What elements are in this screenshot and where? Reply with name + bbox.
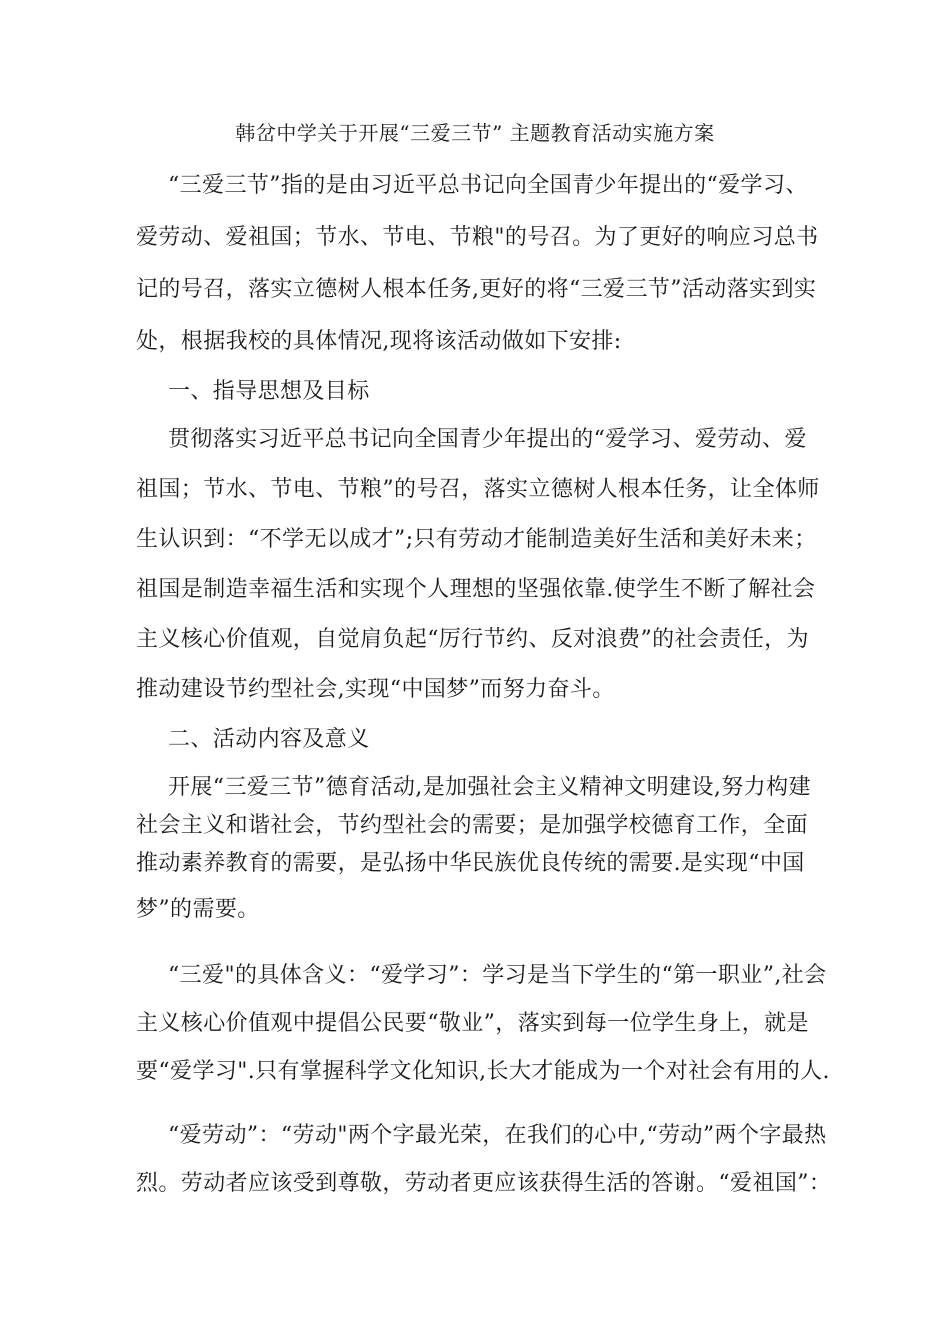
paragraph-line: 推动建设节约型社会,实现“中国梦”而努力奋斗。 xyxy=(136,677,615,702)
section-heading: 二、活动内容及意义 xyxy=(168,727,370,752)
paragraph-line: 开展“三爱三节”德育活动,是加强社会主义精神文明建设,努力构建 xyxy=(168,775,811,800)
paragraph-line: 祖国是制造幸福生活和实现个人理想的坚强依靠.使学生不断了解社会 xyxy=(136,577,816,602)
paragraph-line: “爱劳动”：“劳动"两个字最光荣，在我们的心中,“劳动”两个字最热 xyxy=(168,1123,827,1148)
paragraph-line: 要“爱学习".只有掌握科学文化知识,长大才能成为一个对社会有用的人. xyxy=(136,1059,830,1084)
paragraph-line: “三爱三节”指的是由习近平总书记向全国青少年提出的“爱学习、 xyxy=(168,173,808,198)
paragraph-line: 处，根据我校的具体情况,现将该活动做如下安排: xyxy=(136,329,622,354)
paragraph-line: 记的号召，落实立德树人根本任务,更好的将“三爱三节”活动落实到实 xyxy=(136,277,817,302)
paragraph-line: 烈。劳动者应该受到尊敬，劳动者更应该获得生活的答谢。“爱祖国”： xyxy=(136,1171,832,1196)
paragraph-line: 主义核心价值观中提倡公民要“敬业”，落实到每一位学生身上，就是 xyxy=(136,1011,809,1036)
paragraph-line: 主义核心价值观，自觉肩负起“厉行节约、反对浪费”的社会责任，为 xyxy=(136,627,809,652)
paragraph-line: 祖国；节水、节电、节粮”的号召，落实立德树人根本任务，让全体师 xyxy=(136,477,820,502)
paragraph-line: 贯彻落实习近平总书记向全国青少年提出的“爱学习、爱劳动、爱 xyxy=(168,427,807,452)
paragraph-line: 爱劳动、爱祖国；节水、节电、节粮"的号召。为了更好的响应习总书 xyxy=(136,225,819,250)
paragraph-line: 生认识到：“不学无以成才”;只有劳动才能制造美好生活和美好未来； xyxy=(136,527,817,552)
section-heading: 一、指导思想及目标 xyxy=(168,379,370,404)
paragraph-line: “三爱"的具体含义：“爱学习”：学习是当下学生的“第一职业”,社会 xyxy=(168,963,827,988)
paragraph-line: 社会主义和谐社会，节约型社会的需要；是加强学校德育工作，全面 xyxy=(136,813,809,838)
paragraph-line: 梦”的需要。 xyxy=(136,897,260,922)
document-title: 韩岔中学关于开展“三爱三节” 主题教育活动实施方案 xyxy=(235,121,715,145)
paragraph-line: 推动素养教育的需要，是弘扬中华民族优良传统的需要.是实现“中国 xyxy=(136,851,805,876)
